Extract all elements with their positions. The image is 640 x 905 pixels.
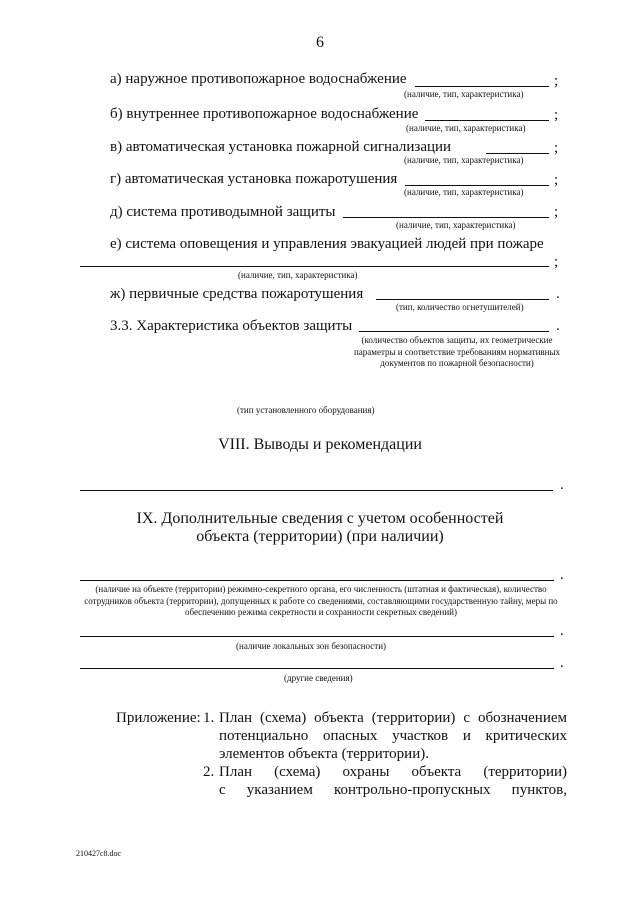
appendix-item2-line2: с указанием контрольно-пропускных пунктов, [219, 782, 567, 798]
item-g-field[interactable] [376, 299, 549, 300]
section-3-3-period: . [556, 318, 560, 334]
section-3-3-field[interactable] [359, 331, 549, 332]
section-9-title-line1: IX. Дополнительные сведения с учетом особенностей [136, 510, 504, 527]
item-b-field[interactable] [425, 120, 549, 121]
equipment-hint: (тип установленного оборудования) [237, 405, 375, 415]
item-a-field[interactable] [415, 86, 549, 87]
section-8-title: VIII. Выводы и рекомендации [218, 436, 422, 453]
item-e-semicolon: ; [554, 204, 559, 220]
item-f-field[interactable] [80, 266, 549, 267]
item-a-semicolon: ; [554, 73, 559, 89]
item-d-semicolon: ; [554, 172, 559, 188]
item-g-period: . [556, 286, 560, 302]
section-8-field[interactable] [80, 490, 553, 491]
item-a-label: а) наружное противопожарное водоснабжение [110, 71, 407, 87]
item-d-field[interactable] [405, 185, 549, 186]
item-e-label: д) система противодымной защиты [110, 204, 336, 220]
section-9-title-line2: объекта (территории) (при наличии) [196, 528, 444, 545]
section-9-period-3: . [560, 655, 564, 671]
section-9-field-1[interactable] [80, 580, 554, 581]
section-9-field-2[interactable] [80, 636, 554, 637]
item-c-hint: (наличие, тип, характеристика) [404, 155, 524, 165]
item-d-label: г) автоматическая установка пожаротушения [110, 171, 398, 187]
appendix-item2-number: 2. [203, 764, 215, 780]
section-9-period-1: . [560, 567, 564, 583]
appendix-label: Приложение: [116, 710, 201, 726]
item-e-hint: (наличие, тип, характеристика) [396, 220, 516, 230]
item-b-label: б) внутреннее противопожарное водоснабжение [110, 106, 419, 122]
item-f-label: е) система оповещения и управления эвакуацией людей при пожаре [110, 236, 544, 252]
item-d-hint: (наличие, тип, характеристика) [404, 187, 524, 197]
appendix-item2-line1: План (схема) охраны объекта (территории) [219, 764, 567, 780]
item-e-field[interactable] [343, 217, 549, 218]
section-9-period-2: . [560, 623, 564, 639]
item-b-semicolon: ; [554, 107, 559, 123]
section-9-hint-1: (наличие на объекте (территории) режимно-секретного органа, его численность (штатная и фактическая), количество сотрудников объекта (территории), допущенных к работе со сведениями, составляющими государственную тайну, меры по обеспечению режима секретности и сохранности секретных сведений) [84, 584, 558, 617]
section-9-field-3[interactable] [80, 668, 554, 669]
section-9-hint-2: (наличие локальных зон безопасности) [236, 641, 387, 651]
item-c-semicolon: ; [554, 140, 559, 156]
section-3-3-hint: (количество объектов защиты, их геометрические параметры и соответствие требованиям нормативных документов по пожарной безопасности) [353, 335, 561, 368]
appendix-item1-line3: элементов объекта (территории). [219, 746, 429, 762]
section-8-period: . [560, 477, 564, 493]
item-a-hint: (наличие, тип, характеристика) [404, 89, 524, 99]
appendix-item1-line1: План (схема) объекта (территории) с обозначением [219, 710, 567, 726]
item-f-semicolon: ; [554, 254, 559, 270]
item-c-label: в) автоматическая установка пожарной сигнализации [110, 139, 452, 155]
appendix-item1-number: 1. [203, 710, 215, 726]
item-c-field[interactable] [486, 153, 549, 154]
item-b-hint: (наличие, тип, характеристика) [406, 123, 526, 133]
section-3-3-label: 3.3. Характеристика объектов защиты [110, 318, 353, 334]
appendix-item1-line2: потенциально опасных участков и критических [219, 728, 567, 744]
item-g-hint: (тип, количество огнетушителей) [396, 302, 524, 312]
page-number: 6 [316, 34, 324, 51]
item-f-hint: (наличие, тип, характеристика) [238, 270, 358, 280]
section-9-hint-3: (другие сведения) [284, 673, 353, 683]
item-g-label: ж) первичные средства пожаротушения [110, 286, 364, 302]
footer-doc-name: 210427c8.doc [76, 849, 122, 858]
